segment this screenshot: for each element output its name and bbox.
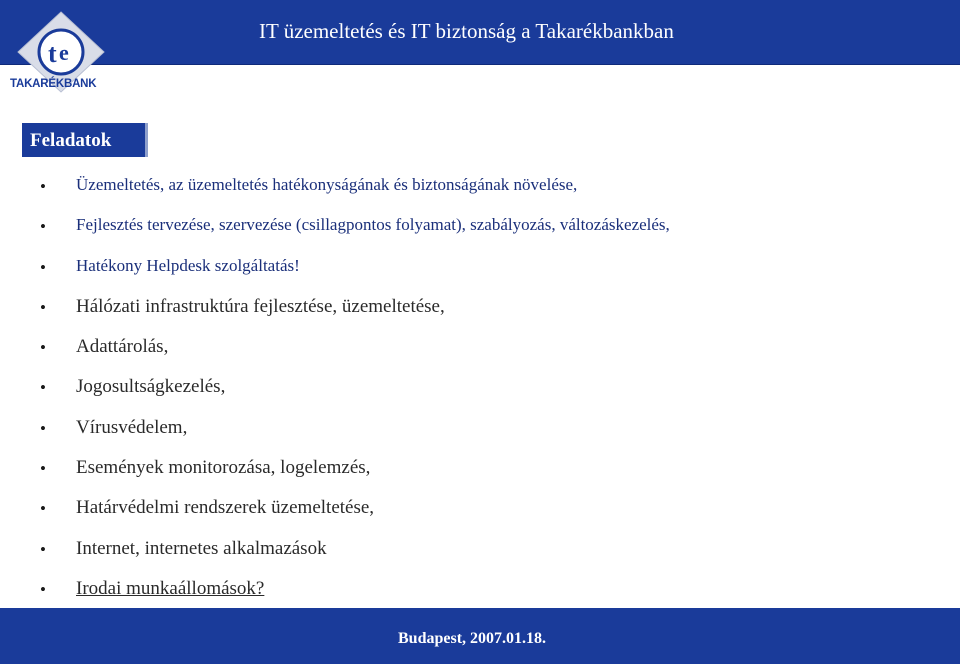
list-item-text: Jogosultságkezelés,: [76, 376, 226, 398]
list-item-text: Hálózati infrastruktúra fejlesztése, üzemeltetése,: [76, 295, 445, 317]
bullet-icon: •: [40, 579, 46, 599]
bullet-icon: •: [40, 297, 46, 317]
list-item-text: Üzemeltetés, az üzemeltetés hatékonyságának és biztonságának növelése,: [76, 175, 578, 194]
list-item-text: Események monitorozása, logelemzés,: [76, 457, 371, 479]
section-title: Feladatok: [30, 130, 112, 151]
bullet-icon: •: [40, 177, 46, 196]
section-header: [22, 123, 148, 157]
svg-text:e: e: [59, 40, 69, 65]
bullet-icon: •: [40, 418, 46, 438]
list-item-text: Határvédelmi rendszerek üzemeltetése,: [76, 497, 375, 519]
logo-wordmark: TAKARÉKBANK: [10, 78, 97, 90]
list-item-text: Internet, internetes alkalmazások: [76, 537, 327, 559]
bullet-icon: •: [40, 539, 46, 559]
footer-band: [0, 608, 960, 664]
bullet-icon: •: [40, 217, 46, 237]
header-band: [0, 0, 960, 65]
bullet-icon: •: [40, 257, 46, 277]
bullet-icon: •: [40, 338, 46, 358]
takarekbank-logo-icon: [14, 10, 108, 110]
list-item-text: Adattárolás,: [76, 336, 169, 358]
list-item-text: Hatékony Helpdesk szolgáltatás!: [76, 255, 300, 275]
list-item-text: Fejlesztés tervezése, szervezése (csillagpontos folyamat), szabályozás, változáskezelés,: [76, 215, 670, 235]
svg-text:t: t: [48, 39, 57, 68]
list-item-text: Vírusvédelem,: [76, 416, 188, 438]
footer-date: Budapest, 2007.01.18.: [398, 630, 547, 647]
header-title: IT üzemeltetés és IT biztonság a Takarékbankban: [259, 19, 674, 43]
bullet-icon: •: [40, 378, 46, 398]
bullet-icon: •: [40, 459, 46, 479]
bullet-icon: •: [40, 499, 46, 519]
list-item-text: Irodai munkaállomások?: [76, 577, 265, 599]
